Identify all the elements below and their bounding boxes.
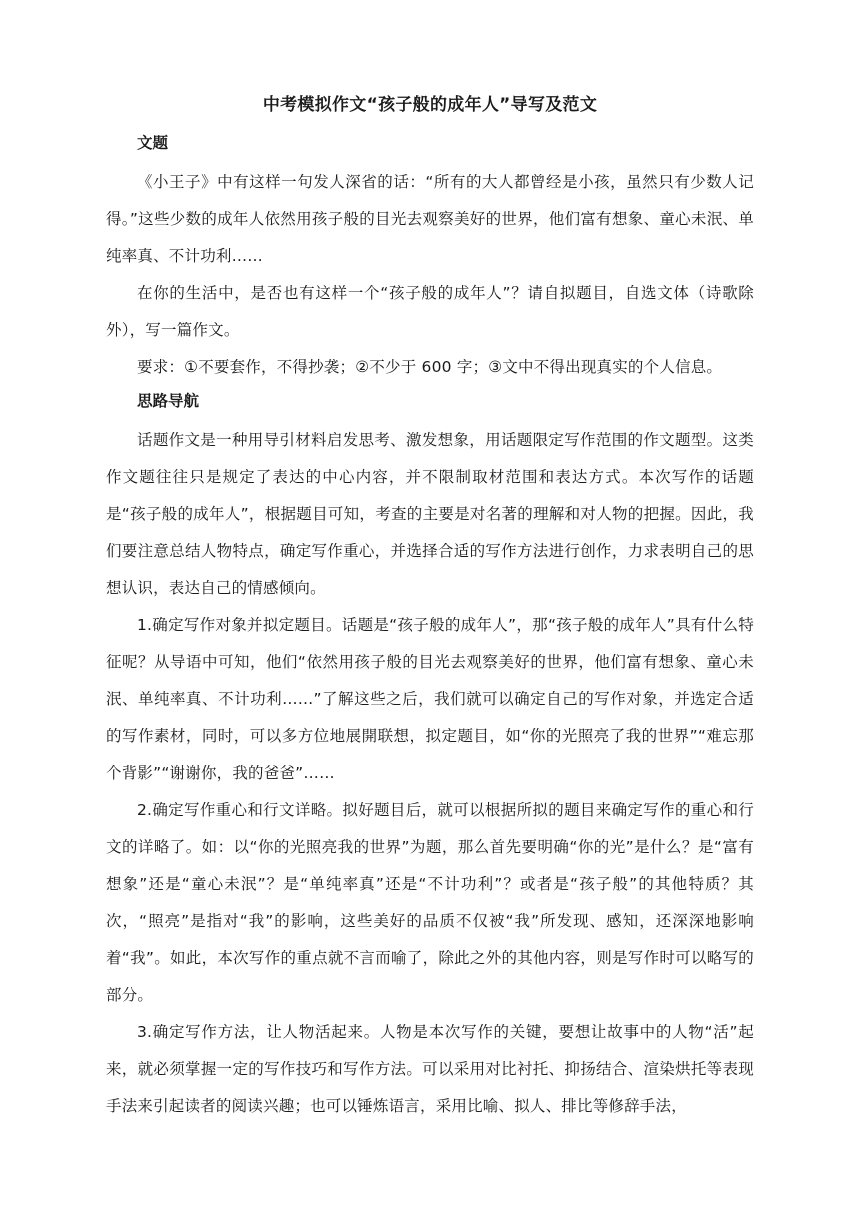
section-heading-guide: 思路导航 [137, 392, 200, 410]
section-heading-topic: 文题 [137, 134, 169, 152]
topic-paragraph-2: 在你的生活中，是否也有这样一个“孩子般的成年人”？请自拟题目，自选文体（诗歌除外），写一篇作文。 [106, 284, 754, 339]
document-title: 中考模拟作文“孩子般的成年人”导写及范文 [262, 95, 598, 115]
guide-paragraph-4: 3.确定写作方法，让人物活起来。人物是本次写作的关键，要想让故事中的人物“活”起来，就必须掌握一定的写作技巧和写作方法。可以采用对比衬托、抑扬结合、渲染烘托等表现手法来引起读者的阅读兴趣；也可以锤炼语言，采用比喻、拟人、排比等修辞手法， [106, 1023, 754, 1115]
guide-paragraph-2: 1.确定写作对象并拟定题目。话题是“孩子般的成年人”，那“孩子般的成年人”具有什么特征呢？从导语中可知，他们“依然用孩子般的目光去观察美好的世界，他们富有想象、童心未泯、单纯率真、不计功利……”了解这些之后，我们就可以确定自己的写作对象，并选定合适的写作素材，同时，可以多方位地展開联想，拟定题目，如“你的光照亮了我的世界”“难忘那个背影”“谢谢你，我的爸爸”…… [106, 616, 754, 782]
document-body [106, 90, 754, 1125]
topic-paragraph-1: 《小王子》中有这样一句发人深省的话：“所有的大人都曾经是小孩，虽然只有少数人记得。”这些少数的成年人依然用孩子般的目光去观察美好的世界，他们富有想象、童心未泯、单纯率真、不计功利…… [106, 173, 754, 265]
guide-paragraph-1: 话题作文是一种用导引材料启发思考、激发想象，用话题限定写作范围的作文题型。这类作文题往往只是规定了表达的中心内容，并不限制取材范围和表达方式。本次写作的话题是“孩子般的成年人”，根据题目可知，考查的主要是对名著的理解和对人物的把握。因此，我们要注意总结人物特点，确定写作重心，并选择合适的写作方法进行创作，力求表明自己的思想认识，表达自己的情感倾向。 [106, 431, 754, 597]
guide-paragraph-3: 2.确定写作重心和行文详略。拟好题目后，就可以根据所拟的题目来确定写作的重心和行文的详略了。如：以“你的光照亮我的世界”为题，那么首先要明确“你的光”是什么？是“富有想象”还是“童心未泯”？是“单纯率真”还是“不计功利”？或者是“孩子般”的其他特质？其次，“照亮”是指对“我”的影响，这些美好的品质不仅被“我”所发现、感知，还深深地影响着“我”。如此，本次写作的重点就不言而喻了，除此之外的其他内容，则是写作时可以略写的部分。 [106, 801, 754, 1004]
requirements-paragraph: 要求：①不要套作，不得抄袭；②不少于 600 字；③文中不得出现真实的个人信息。 [137, 358, 723, 376]
